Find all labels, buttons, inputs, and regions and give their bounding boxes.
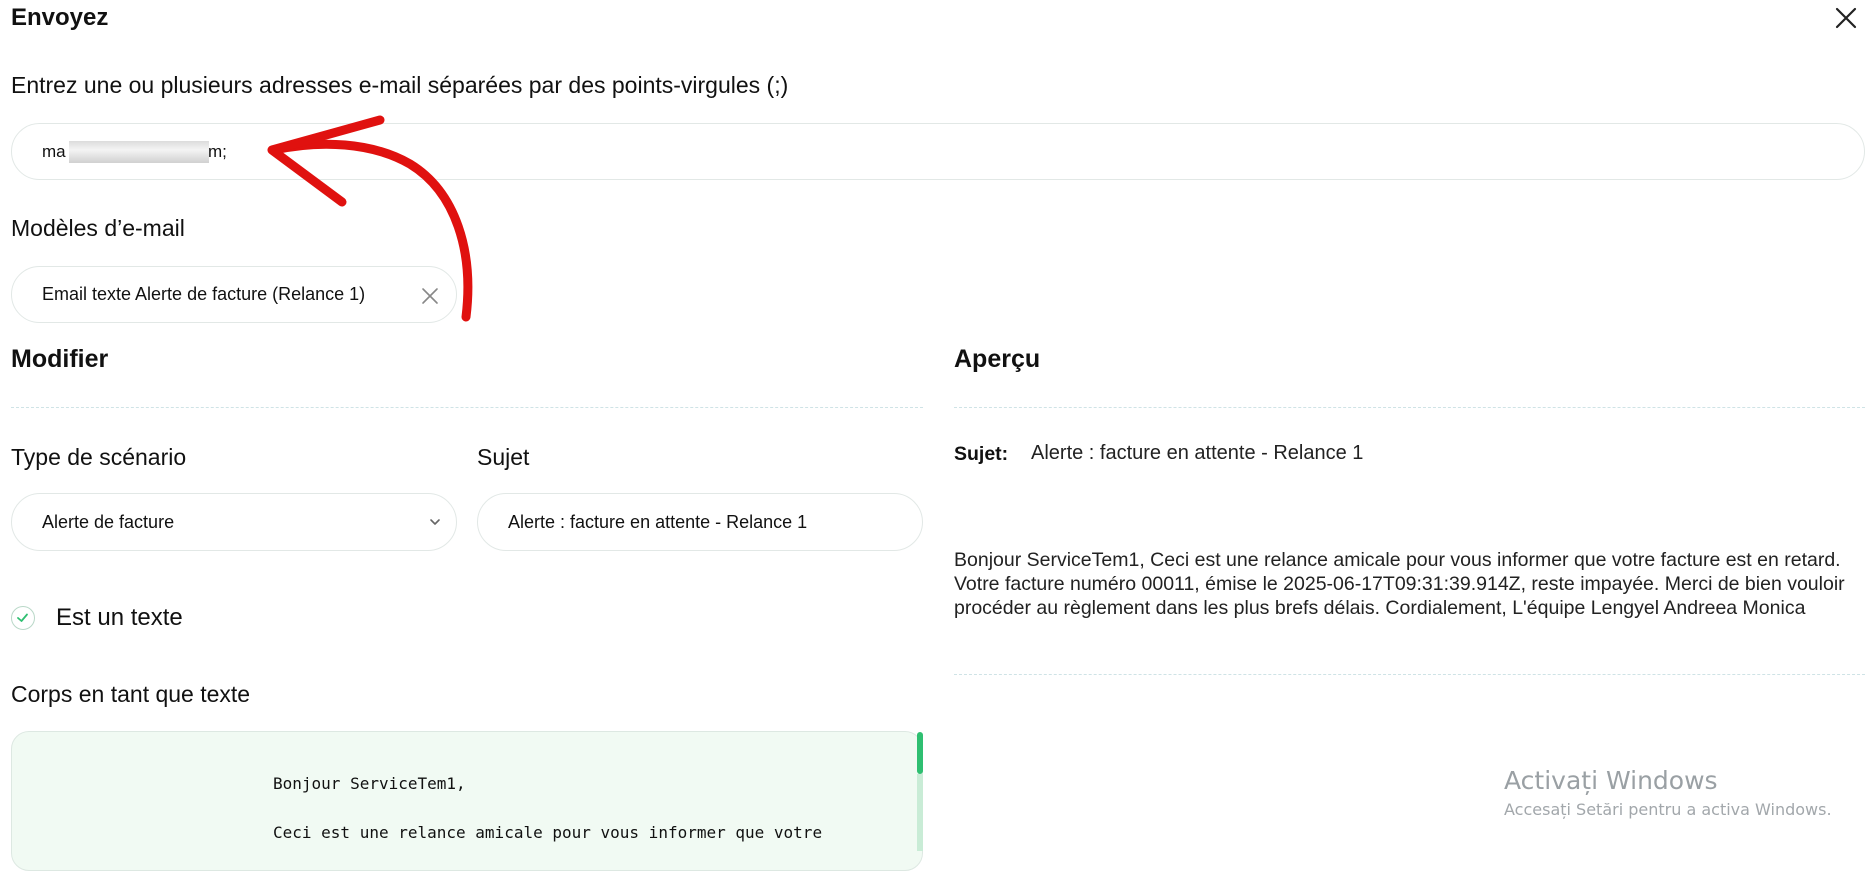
- editor-scrollbar-thumb[interactable]: [917, 732, 923, 774]
- preview-body: Bonjour ServiceTem1, Ceci est une relance amicale pour vous informer que votre facture est en retard. Votre facture numéro 00011, émise le 2025-06-17T09:31:39.914Z, reste impayée. Merci de bien vouloir procéder au règlement dans les plus brefs délais. Cordialement, L'équipe Lengyel Andreea Monica: [954, 549, 1845, 619]
- scenario-selected-value: Alerte de facture: [42, 512, 175, 532]
- is-text-checkbox[interactable]: [11, 606, 35, 630]
- edit-heading: Modifier: [11, 345, 109, 373]
- subject-label: Sujet: [477, 444, 530, 470]
- recipients-label: Entrez une ou plusieurs adresses e-mail séparées par des points-virgules (;): [11, 72, 789, 98]
- scenario-select[interactable]: [11, 493, 457, 551]
- body-line-1: Bonjour ServiceTem1,: [273, 774, 466, 793]
- subject-input[interactable]: [477, 493, 923, 551]
- templates-label: Modèles d’e-mail: [11, 215, 185, 241]
- preview-subject-label: Sujet:: [954, 443, 1009, 465]
- scenario-label: Type de scénario: [11, 444, 187, 470]
- template-select[interactable]: [11, 266, 457, 323]
- preview-divider-bottom: [954, 674, 1865, 675]
- check-icon: [12, 607, 33, 628]
- body-label: Corps en tant que texte: [11, 681, 251, 707]
- redacted-email: [69, 141, 209, 163]
- subject-input-value: Alerte : facture en attente - Relance 1: [508, 512, 808, 532]
- chevron-down-icon: [428, 516, 442, 528]
- body-text-editor[interactable]: [11, 731, 923, 871]
- recipients-value-suffix: m;: [208, 142, 227, 161]
- recipients-value-prefix: ma: [42, 142, 66, 161]
- body-line-2: Ceci est une relance amicale pour vous informer que votre: [273, 823, 823, 842]
- clear-template-icon[interactable]: [419, 285, 441, 307]
- is-text-label: Est un texte: [56, 604, 183, 631]
- dialog-title: Envoyez: [11, 4, 109, 31]
- edit-divider: [11, 407, 923, 408]
- preview-divider-top: [954, 407, 1865, 408]
- windows-watermark-title: Activați Windows: [1504, 766, 1718, 795]
- editor-scrollbar-track[interactable]: [917, 774, 923, 851]
- windows-watermark-subtitle: Accesați Setări pentru a activa Windows.: [1504, 800, 1832, 819]
- close-icon[interactable]: [1832, 4, 1860, 32]
- template-selected-value: Email texte Alerte de facture (Relance 1): [42, 284, 366, 304]
- preview-subject-value: Alerte : facture en attente - Relance 1: [1031, 442, 1364, 464]
- preview-heading: Aperçu: [954, 345, 1041, 373]
